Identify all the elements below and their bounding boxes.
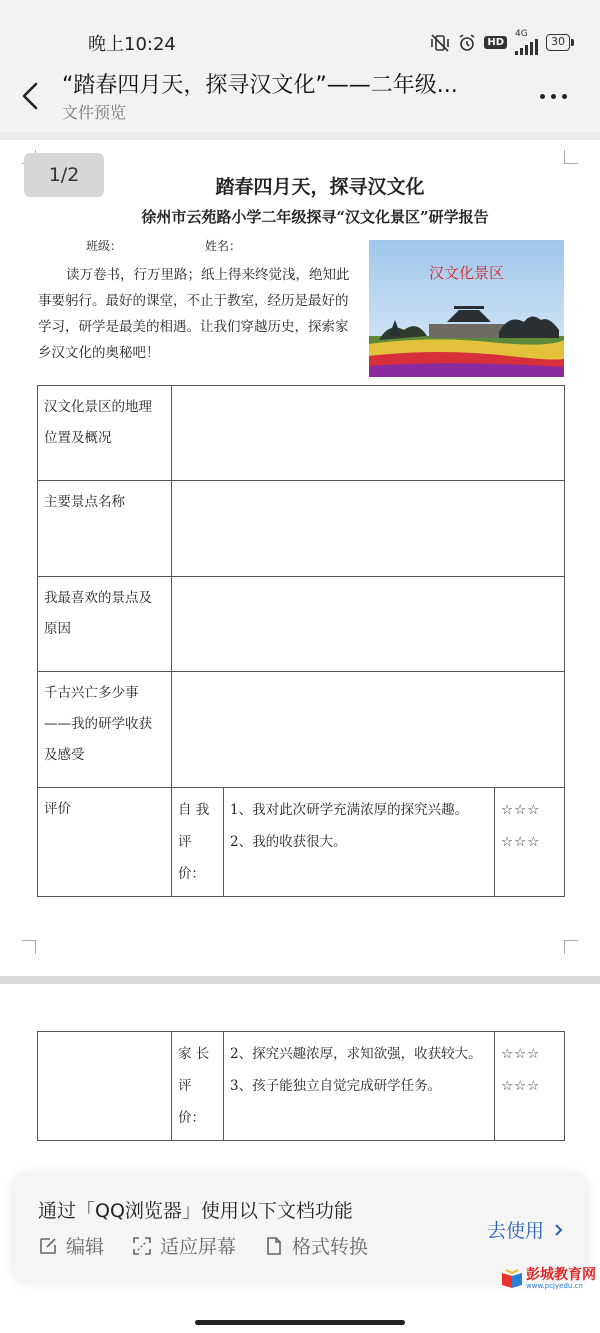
- page-separator: [0, 976, 600, 984]
- table-row: [38, 672, 565, 788]
- scenic-area-illustration: [369, 240, 564, 377]
- row-label: 主要景点名称: [38, 481, 172, 577]
- parent-star-rating[interactable]: [495, 1032, 565, 1141]
- answer-cell[interactable]: [172, 672, 565, 788]
- title-bar: [0, 60, 600, 132]
- row-label: 千古兴亡多少事——我的研学收获及感受: [38, 672, 172, 788]
- site-watermark: [501, 1268, 596, 1290]
- banner-tools: [38, 1232, 368, 1259]
- table-row: [38, 386, 565, 481]
- go-use-label: 去使用: [486, 1220, 544, 1242]
- class-label: 班级：: [86, 239, 123, 253]
- row-label: 我最喜欢的景点及原因: [38, 577, 172, 672]
- evaluation-item: 1、我对此次研学充满浓厚的探究兴趣。: [230, 802, 469, 818]
- evaluation-row: [38, 1032, 565, 1141]
- evaluation-item: 3、孩子能独立自觉完成研学任务。: [230, 1078, 442, 1094]
- alarm-icon: [458, 34, 476, 52]
- file-convert-icon: [264, 1236, 284, 1256]
- star-rating-icon: ☆☆☆: [501, 1078, 541, 1094]
- signal-icon: [515, 39, 538, 55]
- network-indicator: [515, 30, 538, 55]
- self-star-rating[interactable]: [495, 788, 565, 897]
- fit-screen-label: 适应屏幕: [160, 1236, 237, 1258]
- intro-paragraph: 读万卷书，行万里路；纸上得来终觉浅，绝知此事要躬行。最好的课堂，不止于教室，经历是最好的学习，研学是最美的相遇。让我们穿越历史，探索家乡汉文化的奥秘吧！: [38, 267, 350, 361]
- format-convert-button[interactable]: [264, 1232, 368, 1259]
- status-time: 晚上10:24: [88, 34, 176, 55]
- status-bar: [0, 0, 600, 60]
- chevron-right-icon: [554, 1223, 564, 1237]
- edit-icon: [38, 1236, 58, 1256]
- table-row: [38, 577, 565, 672]
- self-evaluation-label: 自 我 评 价：: [172, 788, 224, 897]
- page-corner-mark: [564, 940, 578, 954]
- page-indicator: 1/2: [24, 153, 104, 197]
- back-button[interactable]: [16, 76, 46, 116]
- report-table: [37, 385, 565, 897]
- vibrate-off-icon: [430, 34, 450, 52]
- more-options-button[interactable]: [540, 84, 576, 108]
- star-rating-icon: ☆☆☆: [501, 834, 541, 850]
- self-evaluation-items: [224, 788, 495, 897]
- evaluation-label: 评价: [38, 788, 172, 897]
- dot-icon: [540, 94, 545, 99]
- photo-caption: 汉文化景区: [428, 264, 504, 282]
- parent-evaluation-label: 家 长 评 价：: [172, 1032, 224, 1141]
- banner-text: 通过「QQ浏览器」使用以下文档功能: [38, 1200, 353, 1222]
- evaluation-item: 2、探究兴趣浓厚，求知欲强，收获较大。: [230, 1046, 482, 1062]
- network-label: 4G: [515, 29, 528, 39]
- star-rating-icon: ☆☆☆: [501, 802, 541, 818]
- status-icons: [430, 30, 570, 55]
- report-table-continued: [37, 1031, 565, 1141]
- name-label: 姓名：: [205, 239, 242, 253]
- watermark-url: www.pcjyedu.cn: [526, 1282, 583, 1290]
- answer-cell[interactable]: [172, 577, 565, 672]
- evaluation-item: 2、我的收获很大。: [230, 834, 347, 850]
- fit-screen-icon: [132, 1236, 152, 1256]
- fit-screen-button[interactable]: [132, 1232, 236, 1259]
- battery-icon: 30: [546, 34, 570, 51]
- format-convert-label: 格式转换: [292, 1236, 369, 1258]
- document-subtitle: 文件预览: [62, 103, 127, 122]
- watermark-text: 彭城教育网: [526, 1267, 596, 1283]
- answer-cell[interactable]: [172, 481, 565, 577]
- chevron-left-icon: [16, 76, 46, 116]
- report-title: 踏春四月天，探寻汉文化: [215, 176, 425, 198]
- dot-icon: [562, 94, 567, 99]
- star-rating-icon: ☆☆☆: [501, 1046, 541, 1062]
- book-logo-icon: [501, 1269, 523, 1289]
- parent-evaluation-items: [224, 1032, 495, 1141]
- row-label: 汉文化景区的地理位置及概况: [38, 386, 172, 481]
- page-corner-mark: [564, 150, 578, 164]
- report-subtitle: 徐州市云苑路小学二年级探寻“汉文化景区”研学报告: [141, 208, 489, 226]
- scenic-area-photo: [369, 240, 564, 377]
- edit-button[interactable]: [38, 1232, 104, 1259]
- table-row: [38, 481, 565, 577]
- edit-label: 编辑: [66, 1236, 105, 1258]
- hd-badge: HD: [484, 36, 507, 49]
- answer-cell[interactable]: [172, 386, 565, 481]
- dot-icon: [551, 94, 556, 99]
- go-use-button[interactable]: [487, 1216, 564, 1243]
- home-indicator[interactable]: [195, 1320, 405, 1325]
- page-corner-mark: [22, 940, 36, 954]
- document-title: “踏春四月天，探寻汉文化”——二年级...: [62, 73, 458, 98]
- evaluation-row: [38, 788, 565, 897]
- empty-label-cell: [38, 1032, 172, 1141]
